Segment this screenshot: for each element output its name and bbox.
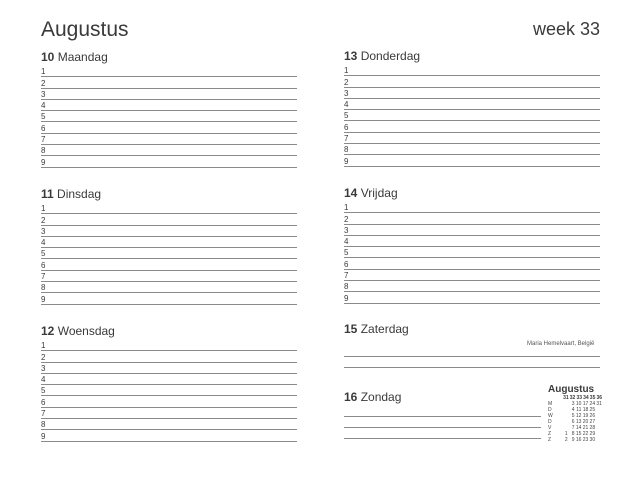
line-number: 9 xyxy=(41,294,46,304)
writing-line xyxy=(344,155,600,166)
writing-line xyxy=(344,258,600,269)
writing-line xyxy=(344,202,600,213)
writing-line xyxy=(41,122,297,133)
day-title xyxy=(41,186,297,202)
line-number: 2 xyxy=(344,77,349,87)
writing-line xyxy=(344,76,600,87)
day-title xyxy=(41,49,297,65)
writing-line xyxy=(344,213,600,224)
weekday-letter: D xyxy=(548,407,552,413)
date-cell: 15 xyxy=(575,431,582,437)
day-number: 10 xyxy=(41,50,55,64)
writing-line xyxy=(344,281,600,292)
week-number-cell: 32 xyxy=(569,395,576,401)
line-number: 8 xyxy=(344,282,349,292)
line-number: 6 xyxy=(41,397,46,407)
line-number: 2 xyxy=(41,352,46,362)
line-group xyxy=(344,346,600,368)
date-cell: 9 xyxy=(571,437,575,443)
date-cell: 7 xyxy=(571,425,575,431)
line-number: 3 xyxy=(344,88,349,98)
writing-line xyxy=(344,110,600,121)
line-number: 5 xyxy=(344,111,349,121)
weekday-letter: Z xyxy=(548,431,552,437)
writing-line xyxy=(344,346,600,357)
line-number: 2 xyxy=(344,214,349,224)
date-cell: 5 xyxy=(571,413,575,419)
week-number-cell: 31 xyxy=(563,395,569,401)
day-name: Maandag xyxy=(57,50,108,64)
writing-line xyxy=(344,225,600,236)
day-number: 13 xyxy=(344,49,358,63)
date-cell: 19 xyxy=(582,413,589,419)
day-number: 15 xyxy=(344,322,358,336)
writing-line xyxy=(344,236,600,247)
date-cell: 31 xyxy=(596,401,602,407)
date-cell: 14 xyxy=(575,425,582,431)
weekday-letter: Z xyxy=(548,437,552,443)
line-number: 9 xyxy=(344,293,349,303)
line-number: 1 xyxy=(344,66,349,76)
writing-line xyxy=(344,270,600,281)
line-number: 8 xyxy=(41,420,46,430)
line-group xyxy=(344,65,600,167)
line-number: 7 xyxy=(41,135,46,145)
writing-line xyxy=(41,419,297,430)
day-title xyxy=(344,321,600,337)
line-number: 7 xyxy=(344,134,349,144)
line-number: 5 xyxy=(41,112,46,122)
line-number: 3 xyxy=(41,363,46,373)
writing-line xyxy=(41,248,297,259)
date-cell: 11 xyxy=(576,407,582,413)
day-block-sunday xyxy=(344,389,541,439)
date-cell xyxy=(595,437,602,443)
writing-line xyxy=(41,293,297,304)
mini-calendar-rows xyxy=(548,401,602,443)
writing-line xyxy=(41,214,297,225)
date-cell: 2 xyxy=(564,437,568,443)
day-block-tuesday xyxy=(41,186,297,305)
day-name: Donderdag xyxy=(360,49,421,63)
writing-line xyxy=(41,430,297,441)
date-cell: 30 xyxy=(589,437,596,443)
day-title xyxy=(344,185,600,201)
day-number: 14 xyxy=(344,186,358,200)
date-cell: 17 xyxy=(582,401,589,407)
writing-line xyxy=(344,99,600,110)
day-number: 11 xyxy=(41,187,54,201)
date-cell: 13 xyxy=(575,419,582,425)
line-number: 7 xyxy=(344,271,349,281)
week-number-cell: 34 xyxy=(583,395,589,401)
week-number: week 33 xyxy=(532,19,600,39)
writing-line xyxy=(41,351,297,362)
line-number: 6 xyxy=(344,259,349,269)
day-block-wednesday xyxy=(41,323,297,442)
writing-line xyxy=(41,374,297,385)
date-cell: 25 xyxy=(589,407,596,413)
writing-line xyxy=(41,282,297,293)
writing-line xyxy=(41,226,297,237)
line-number: 6 xyxy=(344,122,349,132)
writing-line xyxy=(41,271,297,282)
writing-line xyxy=(344,247,600,258)
writing-line xyxy=(41,396,297,407)
writing-line xyxy=(41,111,297,122)
date-cell: 28 xyxy=(589,425,596,431)
line-group xyxy=(41,340,297,442)
line-number: 1 xyxy=(344,203,349,213)
week-number-cell: 35 xyxy=(589,395,596,401)
writing-line xyxy=(344,406,541,417)
writing-line xyxy=(344,357,600,368)
line-number: 5 xyxy=(344,248,349,258)
weekday-letter: V xyxy=(548,425,552,431)
mini-calendar-title: Augustus xyxy=(548,384,595,395)
date-cell: 23 xyxy=(582,437,589,443)
line-number: 3 xyxy=(344,225,349,235)
writing-line xyxy=(41,203,297,214)
writing-line xyxy=(344,88,600,99)
day-name: Zondag xyxy=(360,390,402,404)
week-number-cell: 36 xyxy=(596,395,603,401)
writing-line xyxy=(41,363,297,374)
date-cell: 21 xyxy=(582,425,589,431)
date-cell: 12 xyxy=(575,413,582,419)
day-block-monday xyxy=(41,49,297,168)
weekday-letter: W xyxy=(548,413,553,419)
day-name: Vrijdag xyxy=(360,186,398,200)
line-number: 1 xyxy=(41,67,46,77)
line-group xyxy=(41,66,297,168)
writing-line xyxy=(344,133,600,144)
day-number: 16 xyxy=(344,390,358,404)
date-cell: 1 xyxy=(564,431,568,437)
mini-calendar-row xyxy=(548,437,602,443)
date-cell: 24 xyxy=(589,401,596,407)
writing-line xyxy=(41,134,297,145)
writing-line xyxy=(344,65,600,76)
date-cell: 16 xyxy=(575,437,582,443)
date-cell: 3 xyxy=(571,401,575,407)
writing-line xyxy=(41,145,297,156)
line-number: 1 xyxy=(41,204,46,214)
date-cell: 27 xyxy=(589,419,596,425)
line-group xyxy=(41,203,297,305)
day-name: Dinsdag xyxy=(57,187,102,201)
line-number: 8 xyxy=(344,145,349,155)
day-name: Zaterdag xyxy=(360,322,409,336)
line-number: 7 xyxy=(41,272,46,282)
writing-line xyxy=(344,417,541,428)
date-cell: 20 xyxy=(582,419,589,425)
writing-line xyxy=(41,89,297,100)
writing-line xyxy=(41,259,297,270)
day-number: 12 xyxy=(41,324,55,338)
writing-line xyxy=(41,237,297,248)
day-title xyxy=(344,48,600,64)
day-title xyxy=(41,323,297,339)
line-number: 4 xyxy=(41,375,46,385)
writing-line xyxy=(41,156,297,167)
line-number: 4 xyxy=(41,238,46,248)
weekday-letter: D xyxy=(548,419,552,425)
date-cell: 6 xyxy=(571,419,575,425)
line-number: 4 xyxy=(344,100,349,110)
line-number: 6 xyxy=(41,260,46,270)
line-number: 9 xyxy=(41,431,46,441)
line-group xyxy=(344,202,600,304)
date-cell: 18 xyxy=(582,407,589,413)
line-number: 8 xyxy=(41,146,46,156)
line-group xyxy=(344,406,541,439)
day-title xyxy=(344,389,541,405)
date-cell: 29 xyxy=(589,431,596,437)
line-number: 4 xyxy=(344,237,349,247)
writing-line xyxy=(344,121,600,132)
writing-line xyxy=(344,144,600,155)
day-block-thursday xyxy=(344,48,600,167)
line-number: 2 xyxy=(41,215,46,225)
writing-line xyxy=(41,385,297,396)
line-number: 5 xyxy=(41,386,46,396)
day-block-friday xyxy=(344,185,600,304)
holiday-note: Maria Hemelvaart, België xyxy=(527,341,595,347)
line-number: 3 xyxy=(41,226,46,236)
writing-line xyxy=(41,77,297,88)
date-cell: 8 xyxy=(571,431,575,437)
date-cell: 4 xyxy=(571,407,575,413)
line-number: 9 xyxy=(344,156,349,166)
line-number: 5 xyxy=(41,249,46,259)
writing-line xyxy=(41,100,297,111)
writing-line xyxy=(41,340,297,351)
line-number: 7 xyxy=(41,409,46,419)
line-number: 2 xyxy=(41,78,46,88)
date-cell: 10 xyxy=(575,401,582,407)
line-number: 4 xyxy=(41,101,46,111)
line-number: 8 xyxy=(41,283,46,293)
line-number: 3 xyxy=(41,89,46,99)
weekday-letter: M xyxy=(548,401,553,407)
line-number: 9 xyxy=(41,157,46,167)
week-number-cell: 33 xyxy=(576,395,583,401)
date-cell: 26 xyxy=(589,413,596,419)
month-title: Augustus xyxy=(41,18,129,41)
day-name: Woensdag xyxy=(57,324,115,338)
date-cell: 22 xyxy=(582,431,589,437)
line-number: 6 xyxy=(41,123,46,133)
writing-line xyxy=(344,428,541,439)
writing-line xyxy=(41,408,297,419)
line-number: 1 xyxy=(41,341,46,351)
mini-calendar xyxy=(548,384,602,443)
writing-line xyxy=(344,292,600,303)
writing-line xyxy=(41,66,297,77)
